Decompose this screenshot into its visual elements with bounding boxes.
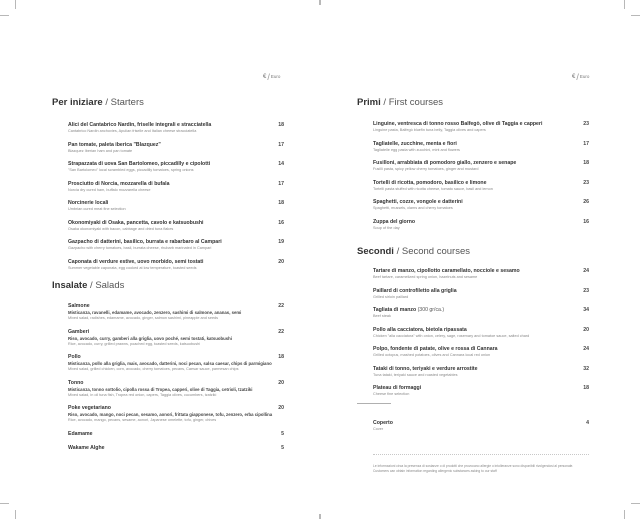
dish-ingredients: Riso, avocado, curry, gamberi alla griglia, uovo poché, semi tostati, katsuobushi: [68, 335, 232, 341]
section-title-starters: Per iniziare / Starters: [52, 97, 144, 108]
menu-item: [68, 354, 284, 372]
dish-description: Mixed salad, in oil tuna fish, Tropea red onion, capers, Taggia olives, cucumbers, tzatziki: [68, 392, 217, 397]
divider: [357, 403, 391, 404]
euro-icon: €: [263, 74, 267, 80]
dish-description: Spaghetti, mussels, clams and cherry tomatoes: [373, 206, 453, 210]
dish-name: Pan tomate, paleta iberica "Blazquez": [68, 141, 161, 148]
allergen-footnote: Le informazioni circa la presenza di sostanze o di prodotti che provocano allergie o intolleranze sono disponibili rivolgendosi al personale. Customers can obtain information regarding allergenic substances asking to our staff: [373, 464, 574, 473]
menu-item: [68, 161, 284, 173]
dish-price: 24: [583, 346, 589, 352]
menu-item: [373, 199, 589, 211]
dish-description: Chicken "alla cacciatora" with onion, celery, sage, rosemary and tomatoe sauce, salted chard: [373, 333, 530, 338]
dish-description: Linguine pasta, Balfegò bluefin tuna belly, Taggia olives and capers: [373, 128, 486, 132]
menu-item: [373, 346, 589, 358]
dish-ingredients: Misticanza, pollo alla griglia, mais, avocado, datterini, noci pecan, salsa caesar, chips di parmigiano: [68, 361, 272, 366]
dish-name: Linguine, ventresca di tonno rosso Balfegò, olive di Taggia e capperi: [373, 121, 543, 127]
dish-ingredients: Misticanza, tonno sottolio, cipolla rossa di Tropea, capperi, olive di Taggia, cetrioli, tzatziki: [68, 386, 253, 392]
dish-ingredients: Misticanza, ravanelli, edamame, avocado, zenzero, sashimi di salmone, ananas, semi: [68, 310, 242, 315]
menu-page-right: [320, 0, 640, 519]
currency-label: €/Euro: [263, 72, 281, 82]
dish-price: 23: [583, 121, 589, 127]
dish-ingredients: Riso, avocado, mango, noci pecan, sesamo, aonori, frittata giapponese, tofu, zenzero, erba cipollina: [68, 412, 273, 417]
dish-description: Gazpacho with cherry tomatoes, basil, burrata cheese, rhubarb marinated in Campari: [68, 246, 212, 250]
menu-item: [68, 239, 284, 251]
menu-item: [68, 303, 284, 321]
dish-description: "San Bartolomeo" local scrambled eggs, piccadilly tomatoes, spring onions: [68, 168, 194, 172]
menu-item: [68, 380, 284, 398]
dish-name: Poke vegetariano: [68, 405, 111, 411]
dish-description: Mixed salad, radishes, edamame, avocado, ginger, salmon sashimi, pineapple and seeds: [68, 316, 219, 320]
menu-item: [68, 405, 284, 423]
dish-name: Paillard di controfiletto alla griglia: [373, 287, 457, 294]
dish-price: 26: [583, 199, 589, 205]
dish-price: 18: [278, 354, 284, 360]
dish-name: Tagliatelle, zucchine, menta e fiori: [373, 140, 457, 147]
dish-description: Beef steak: [373, 314, 391, 318]
dish-name: Pollo alla cacciatora, bietola ripassata: [373, 326, 467, 333]
dish-name: Zuppa del giorno: [373, 218, 416, 225]
dish-name: Gamberi: [68, 328, 90, 335]
menu-item: [68, 259, 284, 271]
dish-description: Summer vegetable caponata, egg cooked at low temperature, toasted seeds: [68, 265, 197, 270]
dish-price: 22: [278, 303, 284, 309]
dish-price: 14: [278, 161, 284, 167]
dish-name: Tagliata di manzo (300 gr/ca.): [373, 307, 445, 313]
dish-name: Polpo, fondente di patate, olive e rossa di Cannara: [373, 346, 498, 352]
dish-description: Tagliatelle egg pasta with zucchini, mint and flowers: [373, 147, 460, 152]
menu-item: [373, 366, 589, 378]
starters-list: [68, 122, 284, 278]
dish-price: 23: [583, 287, 589, 294]
dish-name: Edamame: [68, 430, 93, 437]
dish-price: 34: [583, 307, 589, 313]
section-title-salads: Insalate / Salads: [52, 280, 125, 291]
menu-item: [68, 142, 284, 154]
dish-name: Salmone: [68, 303, 90, 309]
menu-item: [68, 329, 284, 347]
second-courses-list: [373, 268, 589, 405]
dish-name: Wakame Alghe: [68, 445, 105, 451]
dish-price: 32: [583, 365, 589, 372]
dish-name: Okonomiyaki di Osaka, pancetta, cavolo e katsuobushi: [68, 219, 204, 226]
dish-price: 17: [278, 180, 284, 187]
dish-name: Tortelli di ricotta, pomodoro, basilico e limone: [373, 179, 487, 186]
dish-name: Pollo: [68, 354, 81, 360]
currency-label: €/Euro: [572, 72, 590, 82]
dish-description: Cantabrico Nardin anchovies, Apulian friselle and Italian cheese stracciatella: [68, 129, 197, 133]
dish-description: Umbrian cured meat fine selection: [68, 207, 126, 211]
dish-description: Osaka okonomiyaki with bacon, cabbage and dried tuna flakes: [68, 226, 174, 231]
dish-price: 20: [583, 326, 589, 333]
menu-item: [373, 268, 589, 280]
dish-price: 19: [278, 239, 284, 245]
dish-description: Tortelli pasta stuffed with ricotta cheese, tomato sauce, basil and lemon: [373, 186, 493, 191]
dish-name: Gazpacho di datterini, basilico, burrata e rabarbaro al Campari: [68, 239, 222, 245]
dish-price: 17: [583, 140, 589, 147]
divider-dotted: [373, 454, 589, 455]
dish-name: Caponata di verdure estive, uovo morbido, semi tostati: [68, 258, 204, 265]
menu-item: [68, 181, 284, 193]
dish-description: Cheese fine selection: [373, 392, 410, 396]
dish-description: Grilled sirloin paillard: [373, 294, 409, 299]
dish-price: 16: [583, 218, 589, 225]
dish-price: 18: [278, 122, 284, 128]
dish-price: 18: [583, 160, 589, 166]
dish-price: 16: [278, 219, 284, 226]
dish-name: Tonno: [68, 379, 84, 386]
menu-item: [68, 200, 284, 212]
dish-price: 20: [278, 405, 284, 411]
menu-item: [373, 121, 589, 133]
dish-description: Grilled octopus, mashed potatoes, olives and Cannara local red onion: [373, 353, 491, 357]
dish-price: 22: [278, 328, 284, 335]
menu-item: [68, 445, 284, 452]
dish-name: Tartare di manzo, cipollotto caramellato, nocciole e sesamo: [373, 268, 520, 274]
dish-price: 18: [583, 385, 589, 391]
dish-description: Mixed salad, grilled chicken, corn, avocado, cherry tomatoes, pecans, Caesar sauce, parmesan chips: [68, 367, 239, 371]
dish-description: Rice, avocado, curry, grilled prawns, poached egg, toasted seeds, katsuobushi: [68, 341, 201, 346]
menu-item: [373, 141, 589, 153]
dish-description: Blazquez Iberian ham and pan tomate: [68, 148, 133, 153]
menu-item: [373, 160, 589, 172]
dish-price: 23: [583, 179, 589, 186]
dish-name: Prosciutto di Norcia, mozzarella di bufala: [68, 180, 170, 187]
dish-price: 20: [278, 379, 284, 386]
dish-name: Spaghetti, cozze, vongole e datterini: [373, 199, 463, 205]
salads-list: [68, 303, 284, 460]
dish-price: 5: [281, 445, 284, 451]
dish-price: 24: [583, 268, 589, 274]
section-title-first-courses: Primi / First courses: [357, 97, 444, 108]
dish-price: 17: [278, 141, 284, 148]
menu-item: [373, 385, 589, 397]
dish-description: Tuna tataki, teriyaki sauce and roasted vegetables: [373, 372, 458, 377]
dish-price: 18: [278, 200, 284, 206]
cover-charge: Coperto Cover 4: [373, 420, 589, 431]
dish-name: Tataki di tonno, teriyaki e verdure arrostite: [373, 365, 478, 372]
dish-description: Beef tartare, caramelized spring onion, hazelnuts and sesame: [373, 275, 478, 279]
first-courses-list: [373, 121, 589, 238]
dish-description: Soup of the day: [373, 225, 400, 230]
menu-item: [373, 219, 589, 231]
dish-description: Rice, avocado, mango, pecans, sesame, aonori, Japanese omelette, tofu, ginger, chives: [68, 418, 217, 422]
menu-item: [373, 288, 589, 300]
dish-description: Norcia dry cured ham, buffalo mozzarella cheese: [68, 187, 151, 192]
dish-name: Plateau di formaggi: [373, 385, 422, 391]
dish-price: 5: [281, 430, 284, 437]
dish-description: Fusilli pasta, spicy yellow cherry tomatoes, ginger and mustard: [373, 167, 479, 171]
menu-item: [373, 180, 589, 192]
section-title-second-courses: Secondi / Second courses: [357, 246, 470, 257]
euro-icon: €: [572, 74, 576, 80]
menu-item: [68, 220, 284, 232]
menu-item: [373, 307, 589, 319]
menu-item: [68, 122, 284, 134]
menu-item: [373, 327, 589, 339]
menu-item: [68, 431, 284, 438]
dish-price: 20: [278, 258, 284, 265]
dish-name: Fusilloni, arrabbiata di pomodoro giallo, zenzero e senape: [373, 160, 517, 166]
dish-name: Norcinerie locali: [68, 200, 109, 206]
dish-name: Alici del Cantabrico Nardin, friselle integrali e stracciatella: [68, 122, 212, 128]
dish-name: Strapazzata di uova San Bartolomeo, piccadilly e cipolotti: [68, 161, 211, 167]
